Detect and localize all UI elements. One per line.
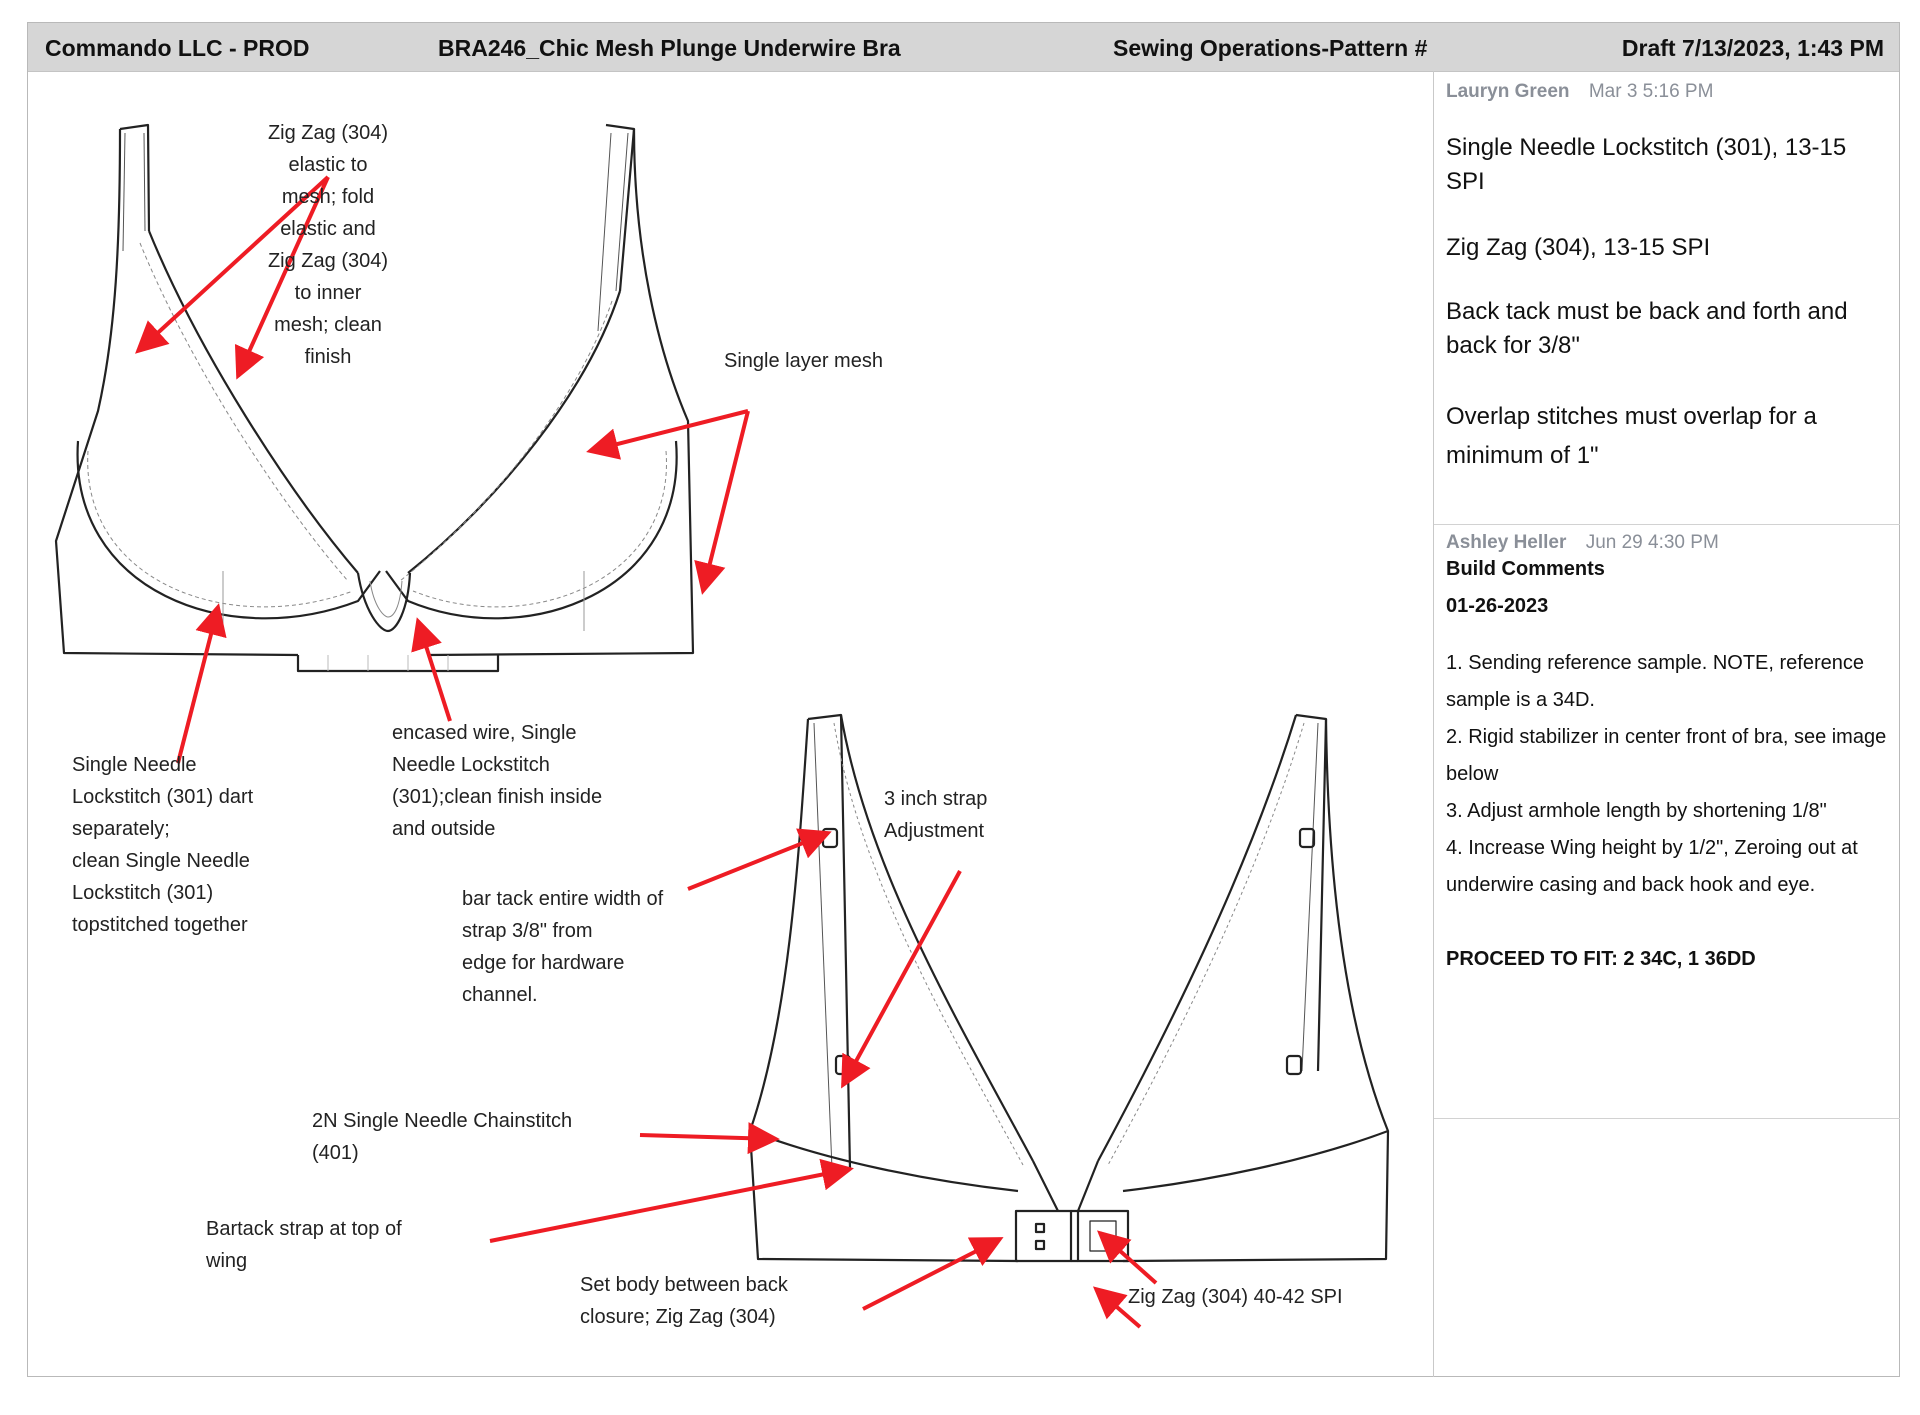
comment-ashley-heller (1434, 525, 1900, 1119)
callout-single-layer-mesh: Single layer mesh (724, 350, 883, 372)
callout-strap-adjustment: 3 inch strap Adjustment (884, 788, 988, 842)
comment-author: Ashley Heller (1446, 532, 1567, 553)
comment-lauryn-green (1434, 71, 1900, 525)
build-comment-item: 1. Sending reference sample. NOTE, reference sample is a 34D. (1446, 652, 1864, 711)
comment-line: Back tack must be back and forth and back for 3/8" (1446, 298, 1848, 359)
draft-timestamp: Draft 7/13/2023, 1:43 PM (1621, 35, 1884, 61)
tech-pack-page (27, 22, 1900, 1377)
comment-line: Single Needle Lockstitch (301), 13-15 SPI (1446, 134, 1847, 195)
build-comments-title: Build Comments (1446, 558, 1605, 580)
proceed-to-fit: PROCEED TO FIT: 2 34C, 1 36DD (1446, 948, 1756, 970)
comment-meta (1446, 81, 1713, 103)
callout-chainstitch: 2N Single Needle Chainstitch (401) (312, 1110, 573, 1164)
build-comment-item: 2. Rigid stabilizer in center front of bra, see image below (1446, 726, 1887, 785)
section-title: Sewing Operations-Pattern # (1113, 35, 1428, 61)
callout-encased-wire: encased wire, Single Needle Lockstitch (301);clean finish inside and outside (392, 722, 603, 840)
sewing-diagram (28, 71, 1433, 1377)
callout-bartack-strap: Bartack strap at top of wing (206, 1218, 402, 1272)
callout-zigzag-elastic: Zig Zag (304) elastic to mesh; fold elastic and Zig Zag (304) to inner mesh; clean finish (267, 122, 389, 368)
back-view-sketch (750, 715, 1388, 1261)
comment-time: Jun 29 4:30 PM (1585, 532, 1719, 553)
callout-dart: Single Needle Lockstitch (301) dart separately; clean Single Needle Lockstitch (301) topstitched together (72, 754, 254, 936)
page-header (28, 23, 1899, 72)
comment-line: Zig Zag (304), 13-15 SPI (1446, 234, 1711, 261)
build-comment-item: 4. Increase Wing height by 1/2", Zeroing out at underwire casing and back hook and eye. (1446, 837, 1858, 896)
company-name: Commando LLC - PROD (45, 35, 310, 61)
build-comment-item: 3. Adjust armhole length by shortening 1/8" (1446, 800, 1827, 822)
callout-set-body: Set body between back closure; Zig Zag (304) (580, 1274, 788, 1328)
comment-time: Mar 3 5:16 PM (1588, 81, 1714, 102)
callout-zigzag-spi: Zig Zag (304) 40-42 SPI (1128, 1286, 1343, 1308)
comment-line: Overlap stitches must overlap for a minimum of 1" (1446, 403, 1817, 469)
comments-panel (1433, 71, 1900, 1377)
comment-author: Lauryn Green (1446, 81, 1570, 102)
build-comments-date: 01-26-2023 (1446, 595, 1549, 617)
style-name: BRA246_Chic Mesh Plunge Underwire Bra (438, 35, 901, 61)
callout-bar-tack: bar tack entire width of strap 3/8" from edge for hardware channel. (462, 888, 664, 1006)
